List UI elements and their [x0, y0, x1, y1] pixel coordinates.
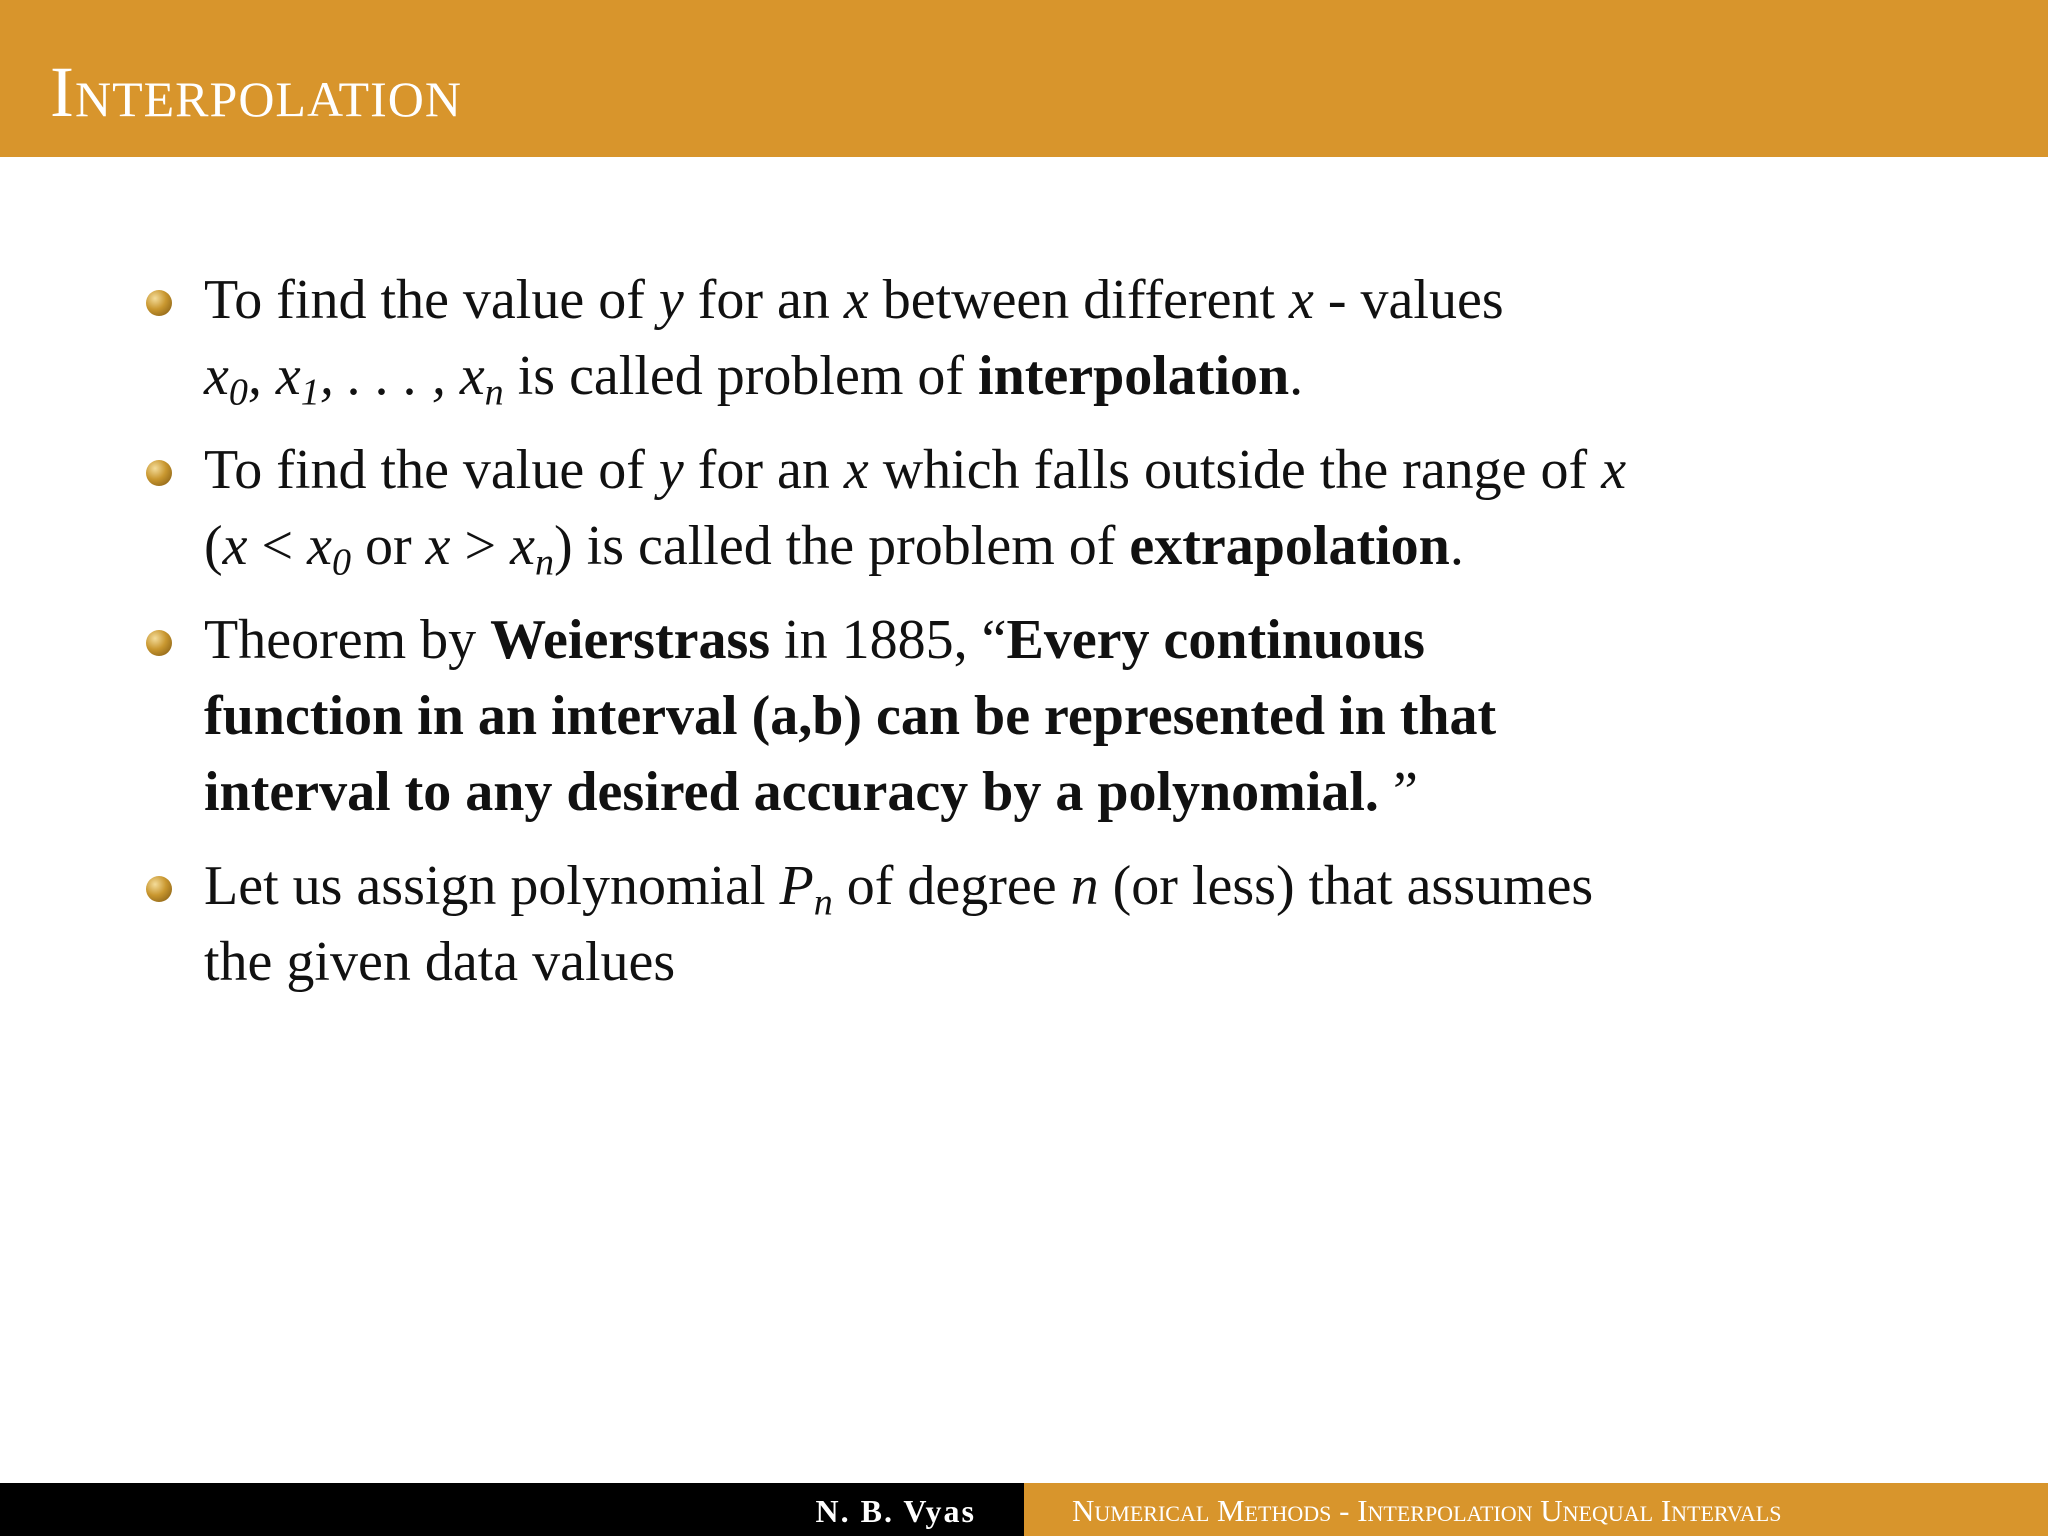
footer-author: N. B. Vyas [815, 1493, 976, 1529]
bullet-icon [146, 460, 172, 486]
bullet-weierstrass-theorem [140, 602, 1940, 830]
footer-title: Numerical Methods - Interpolation Unequal Intervals [1072, 1493, 1782, 1528]
bullet-interpolation [140, 262, 1940, 414]
bullet-2-line-1: To find the value of y for an x which falls outside the range of x [204, 439, 1627, 501]
footer-title-panel [1024, 1483, 2048, 1536]
bullet-3-line-1: Theorem by Weierstrass in 1885, “Every continuous [204, 609, 1425, 671]
bullet-2-line-2: ($x < x_0$ or $x > x_n$) is called the problem of extrapolation. [204, 515, 1464, 584]
bullet-extrapolation [140, 432, 1940, 584]
bullet-4-line-1: Let us assign polynomial $P_n$ of degree n (or less) that assumes [204, 855, 1594, 924]
bullet-icon [146, 630, 172, 656]
bullet-1-line-2: $x_0$, $x_1$, . . . , $x_n$ is called problem of interpolation. [204, 345, 1304, 414]
slide-title: Interpolation [50, 52, 462, 132]
term-extrapolation: extrapolation [1129, 515, 1450, 577]
footer [0, 1483, 2048, 1536]
bullet-3-line-2: function in an interval (a,b) can be represented in that [204, 685, 1497, 747]
bullet-4-line-2: the given data values [204, 931, 676, 993]
bullet-1-line-1: To find the value of y for an x between different x - values [204, 269, 1504, 331]
footer-author-panel [0, 1483, 1024, 1536]
bullet-polynomial [140, 848, 1940, 1000]
bullet-icon [146, 290, 172, 316]
bullet-list [140, 262, 1940, 1000]
term-interpolation: interpolation [978, 345, 1290, 407]
bullet-3-line-3: interval to any desired accuracy by a polynomial. ” [204, 761, 1418, 823]
title-bar [0, 0, 2048, 157]
bullet-icon [146, 876, 172, 902]
